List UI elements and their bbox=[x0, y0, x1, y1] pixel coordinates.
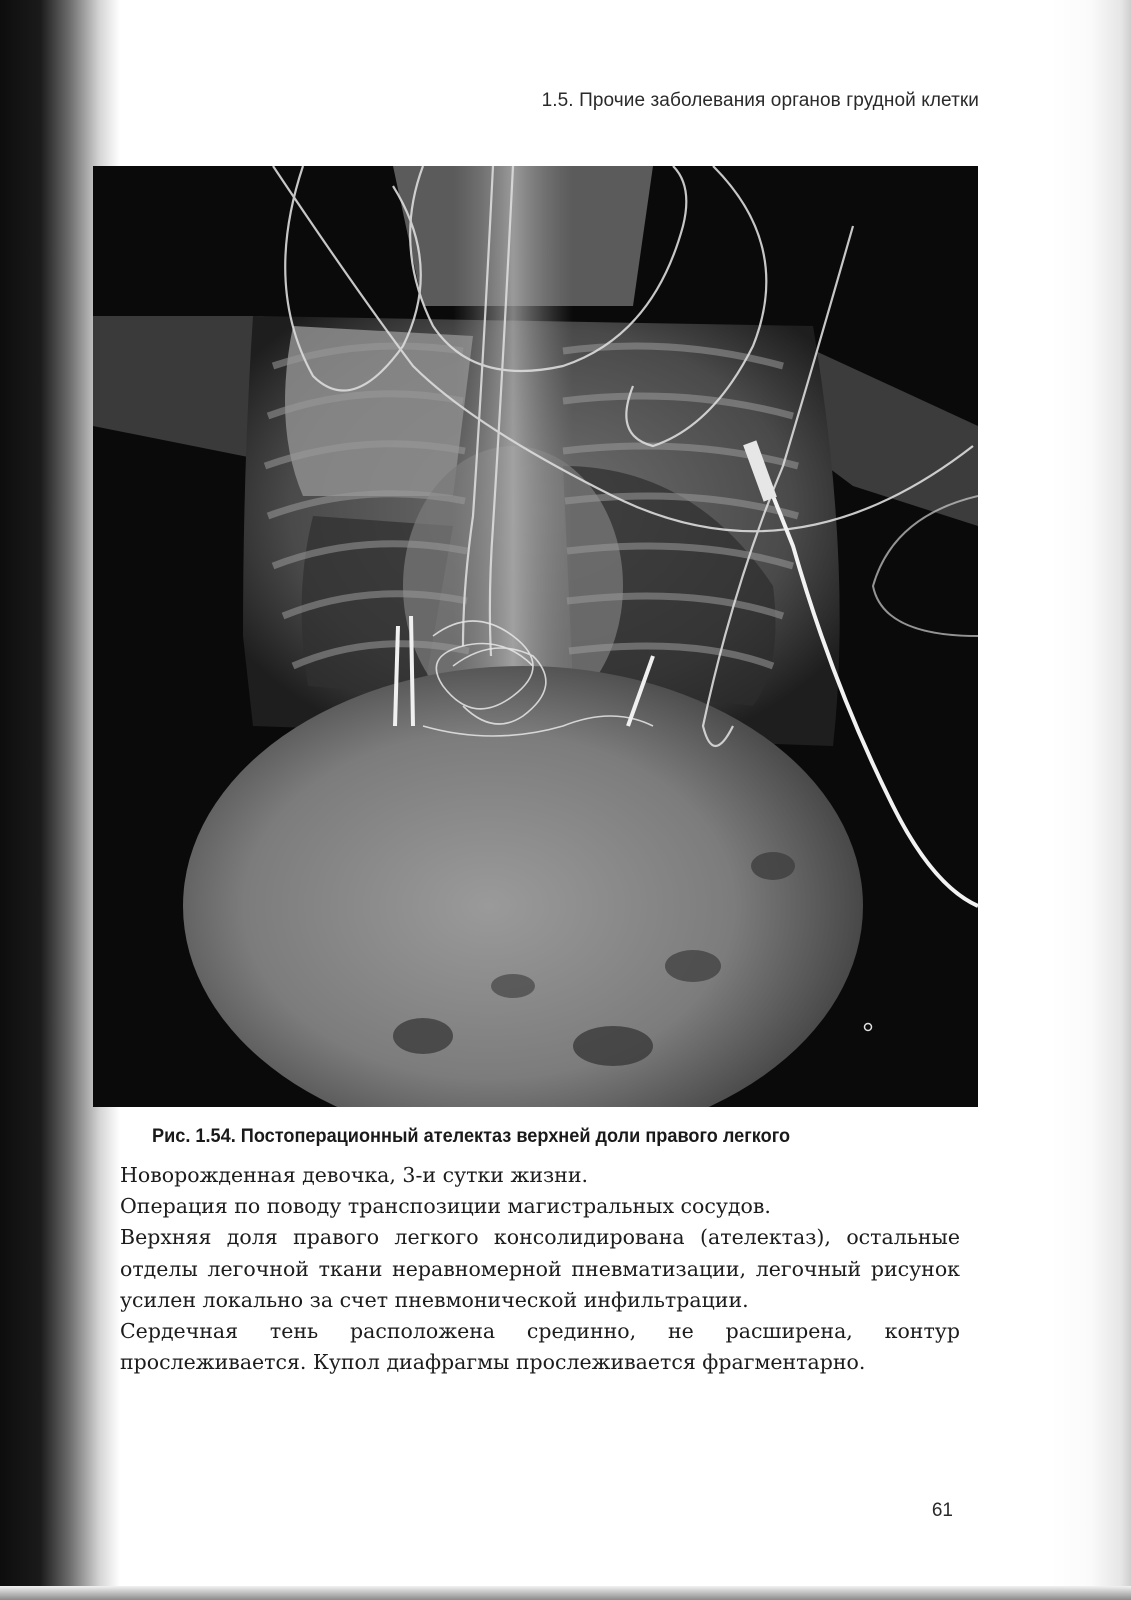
paragraph-lung-findings: Верхняя доля правого легкого консолидирована (ателектаз), остальные отделы легочной ткани неравномерной пневматизации, легочный рисунок усилен локально за счет пневмонической инфильтрации. bbox=[120, 1225, 960, 1312]
paragraph-heart-findings: Сердечная тень расположена срединно, не расширена, контур прослеживается. Купол диафрагмы прослеживается фрагментарно. bbox=[120, 1319, 960, 1375]
page-edge-right bbox=[1051, 0, 1131, 1600]
running-header: 1.5. Прочие заболевания органов грудной клетки bbox=[541, 90, 979, 111]
paragraph-patient: Новорожденная девочка, 3-и сутки жизни. bbox=[120, 1163, 589, 1187]
page-edge-bottom bbox=[0, 1586, 1131, 1600]
xray-image bbox=[93, 166, 978, 1107]
figure-caption: Рис. 1.54. Постоперационный ателектаз верхней доли правого легкого bbox=[152, 1125, 791, 1147]
body-text bbox=[120, 1160, 960, 1378]
paragraph-operation: Операция по поводу транспозиции магистральных сосудов. bbox=[120, 1194, 771, 1219]
page-number: 61 bbox=[931, 1500, 953, 1521]
